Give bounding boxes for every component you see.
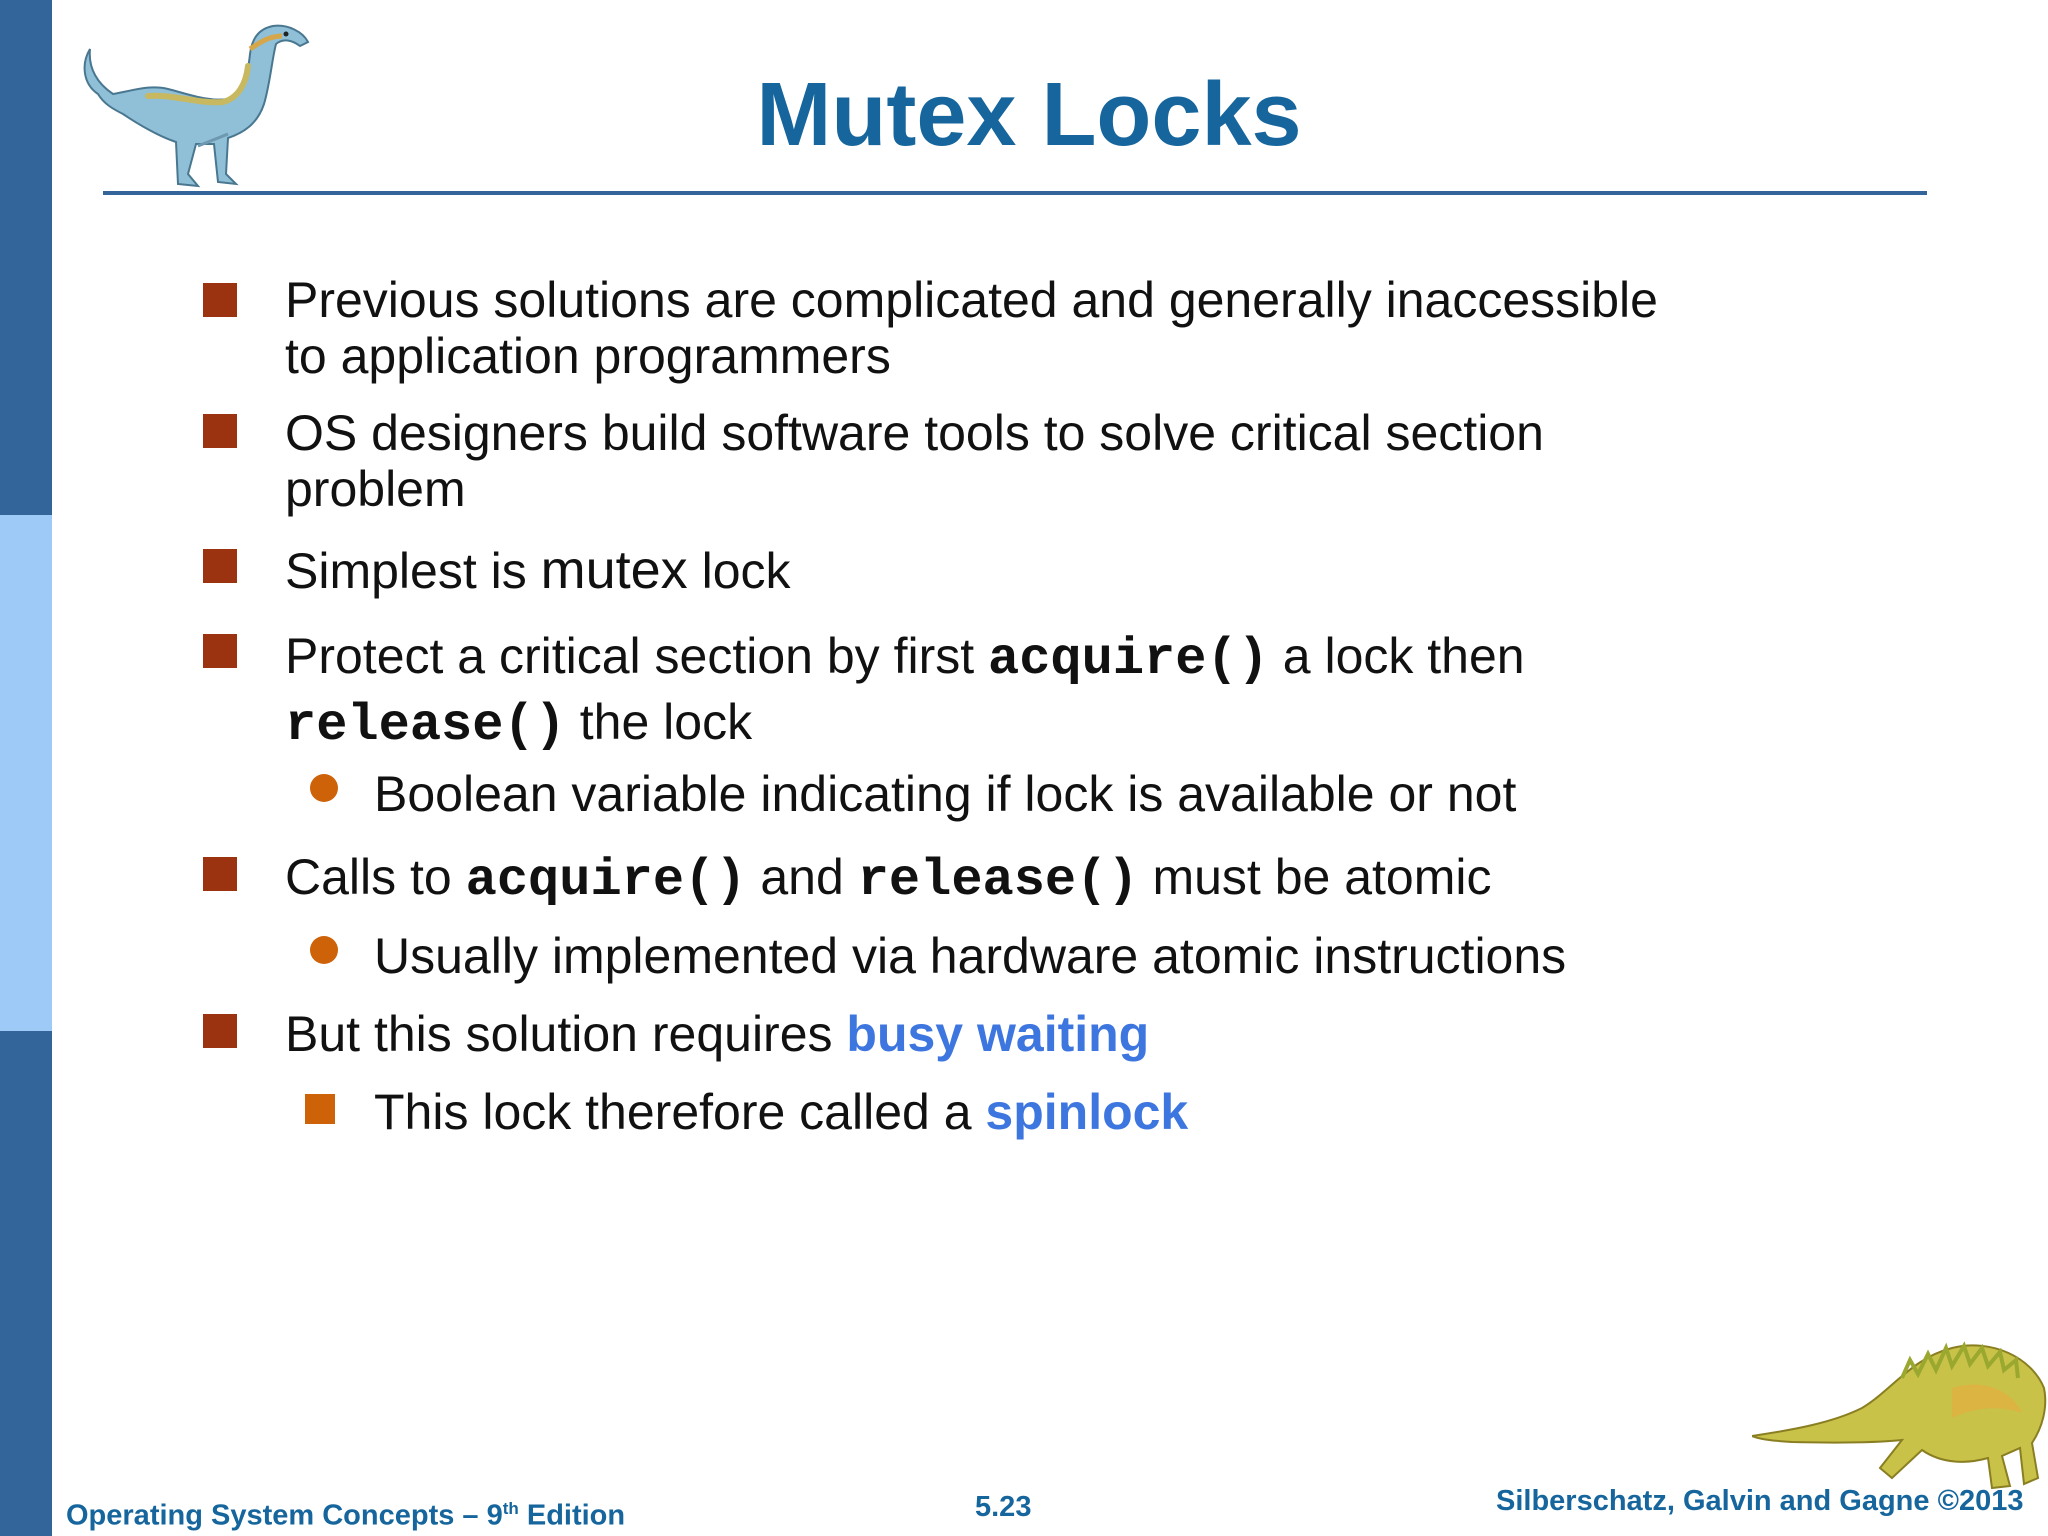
square-bullet-icon	[203, 1014, 237, 1048]
code-acquire: acquire()	[465, 851, 747, 910]
square-bullet-icon	[203, 634, 237, 668]
bullet-line	[285, 625, 1835, 691]
text-run: a lock then	[1268, 628, 1525, 684]
code-release: release()	[857, 851, 1139, 910]
text-run: the lock	[565, 694, 753, 750]
round-bullet-icon	[310, 936, 338, 964]
footer-superscript: th	[502, 1499, 519, 1518]
text-run: Calls to	[285, 849, 466, 905]
footer-text: Edition	[518, 1499, 626, 1532]
footer-copyright: Silberschatz, Galvin and Gagne ©2013	[1496, 1485, 2024, 1517]
bullet-line: OS designers build software tools to solve critical section	[285, 405, 1544, 461]
mutex-term: mutex	[540, 540, 688, 600]
footer-book-title	[66, 1492, 625, 1533]
bullet-previous-solutions	[285, 272, 1835, 384]
bullet-line: problem	[285, 461, 466, 517]
text-run: Simplest is	[285, 543, 541, 599]
bullet-calls-atomic	[285, 849, 1835, 909]
bullet-busy-waiting	[285, 1006, 1835, 1062]
text-run: But this solution requires	[285, 1006, 847, 1062]
square-bullet-icon	[203, 414, 237, 448]
subbullet-hardware-atomic: Usually implemented via hardware atomic instructions	[374, 928, 1567, 984]
highlight-busy-waiting: busy waiting	[846, 1006, 1150, 1062]
square-bullet-icon	[203, 283, 237, 317]
subbullet-boolean-variable: Boolean variable indicating if lock is available or not	[374, 766, 1517, 822]
code-release: release()	[285, 696, 566, 755]
bullet-line: Previous solutions are complicated and generally inaccessible	[285, 272, 1658, 328]
highlight-spinlock: spinlock	[985, 1084, 1189, 1140]
bullet-os-designers	[285, 405, 1835, 517]
bullet-protect-critical-section	[285, 625, 1835, 757]
bullet-line: to application programmers	[285, 328, 891, 384]
text-run: lock	[687, 543, 791, 599]
footer-text: Operating System Concepts – 9	[66, 1499, 503, 1532]
subbullet-spinlock	[374, 1084, 1834, 1140]
text-run: Protect a critical section by first	[285, 628, 989, 684]
code-acquire: acquire()	[988, 630, 1269, 689]
square-bullet-icon	[203, 549, 237, 583]
bullet-line	[285, 691, 1835, 757]
text-run: must be atomic	[1138, 849, 1492, 905]
bullet-simplest-mutex	[285, 542, 1835, 599]
round-bullet-icon	[310, 774, 338, 802]
square-bullet-icon	[203, 857, 237, 891]
slide-title: Mutex Locks	[756, 65, 1302, 165]
text-run: This lock therefore called a	[374, 1084, 986, 1140]
text-run: and	[746, 849, 858, 905]
square-bullet-orange-icon	[305, 1094, 335, 1124]
footer-page-number: 5.23	[975, 1491, 1032, 1523]
